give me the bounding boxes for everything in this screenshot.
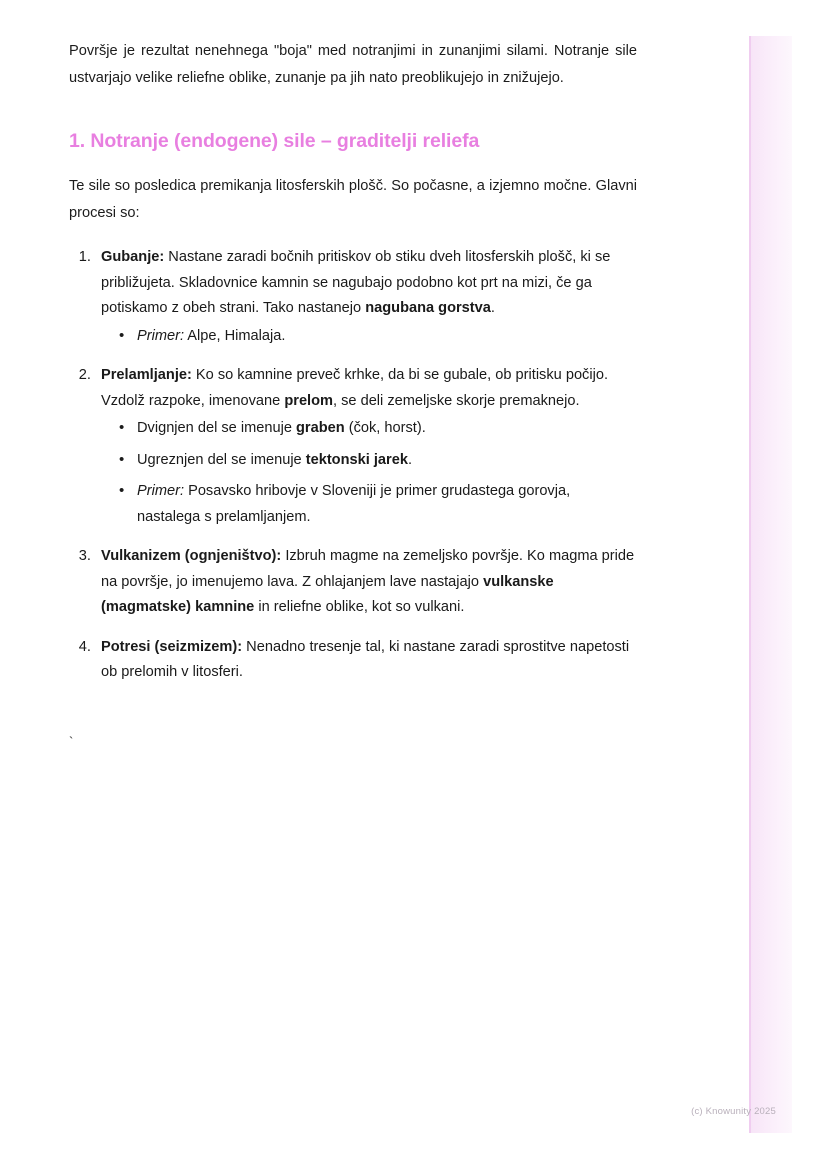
section-heading: 1. Notranje (endogene) sile – graditelji reliefa xyxy=(69,130,480,152)
endogene-forces-list xyxy=(69,245,637,686)
list-item-text: Nenadno tresenje tal, ki nastane zaradi sprostitve napetosti ob prelomih v litosferi. xyxy=(101,638,630,680)
list-item-bold-tail: vulkanske (magmatske) kamnine xyxy=(101,573,554,615)
sub-list-item xyxy=(119,416,637,442)
sub-list xyxy=(101,416,637,530)
list-item-bold-tail: nagubana gorstva xyxy=(365,300,491,316)
sub-list xyxy=(101,324,637,350)
list-item-term: Potresi (seizmizem): xyxy=(101,638,243,655)
lead-paragraph: Te sile so posledica premikanja litosferskih plošč. So počasne, a izjemno močne. Glavni procesi so: xyxy=(69,178,637,221)
stray-mark: ` xyxy=(69,734,74,749)
list-item-body xyxy=(101,245,637,322)
intro-paragraph: Površje je rezultat nenehnega "boja" med notranjimi in zunanjimi silami. Notranje sile ustvarjajo velike reliefne oblike, zunanje pa jih nato preoblikujejo in znižujejo. xyxy=(69,43,637,86)
list-item-text: Ko so kamnine preveč krhke, da bi se gubale, ob pritisku počijo. Vzdolž razpoke, imenovane xyxy=(101,367,609,409)
document-content xyxy=(69,38,637,700)
list-item xyxy=(95,635,637,686)
list-item-text: Nastane zaradi bočnih pritiskov ob stiku dveh litosferskih plošč, ki se približujeta. Skladovnice kamnin se nagubajo podobno kot prt na mizi, če ga potiskamo z obeh strani. Tako nastanejo xyxy=(101,249,611,316)
sub-item-text: Alpe, Himalaja. xyxy=(184,327,286,344)
sub-item-post: . xyxy=(407,451,413,468)
list-item-bold-tail: prelom xyxy=(284,392,333,409)
sub-item-label: Primer: xyxy=(137,483,185,499)
sub-item-pre: Dvignjen del se imenuje xyxy=(137,420,296,436)
list-item xyxy=(95,245,637,349)
sub-item-text: Posavsko hribovje v Sloveniji je primer grudastega gorovja, nastalega s prelamljanjem. xyxy=(137,483,571,525)
list-item xyxy=(95,544,637,621)
list-item-tail-end: . xyxy=(490,300,495,316)
list-item-term: Gubanje: xyxy=(101,249,165,265)
list-item-body xyxy=(101,363,637,414)
sub-item-post: (čok, horst). xyxy=(344,420,426,436)
list-item-text: Izbruh magme na zemeljsko površje. Ko magma pride na površje, jo imenujemo lava. Z ohlajanjem lave nastajajo xyxy=(101,548,635,590)
list-item-tail-end: in reliefne oblike, kot so vulkani. xyxy=(254,599,465,615)
footer-credit: (c) Knowunity 2025 xyxy=(691,1106,776,1117)
decorative-side-stripe-edge xyxy=(749,36,751,1133)
sub-item-label: Primer: xyxy=(137,327,185,344)
list-item-body xyxy=(101,544,637,621)
sub-item-bold: graben xyxy=(296,420,345,436)
sub-item-pre: Ugreznjen del se imenuje xyxy=(137,451,306,468)
list-item-term: Prelamljanje: xyxy=(101,367,192,383)
sub-list-item xyxy=(119,448,637,474)
decorative-side-stripe xyxy=(750,36,792,1133)
sub-list-item xyxy=(119,324,637,350)
list-item-tail-end: , se deli zemeljske skorje premaknejo. xyxy=(333,392,580,409)
list-item-term: Vulkanizem (ognjeništvo): xyxy=(101,548,282,564)
sub-item-bold: tektonski jarek xyxy=(305,451,408,468)
list-item xyxy=(95,363,637,530)
sub-list-item xyxy=(119,479,637,530)
list-item-body xyxy=(101,635,637,686)
